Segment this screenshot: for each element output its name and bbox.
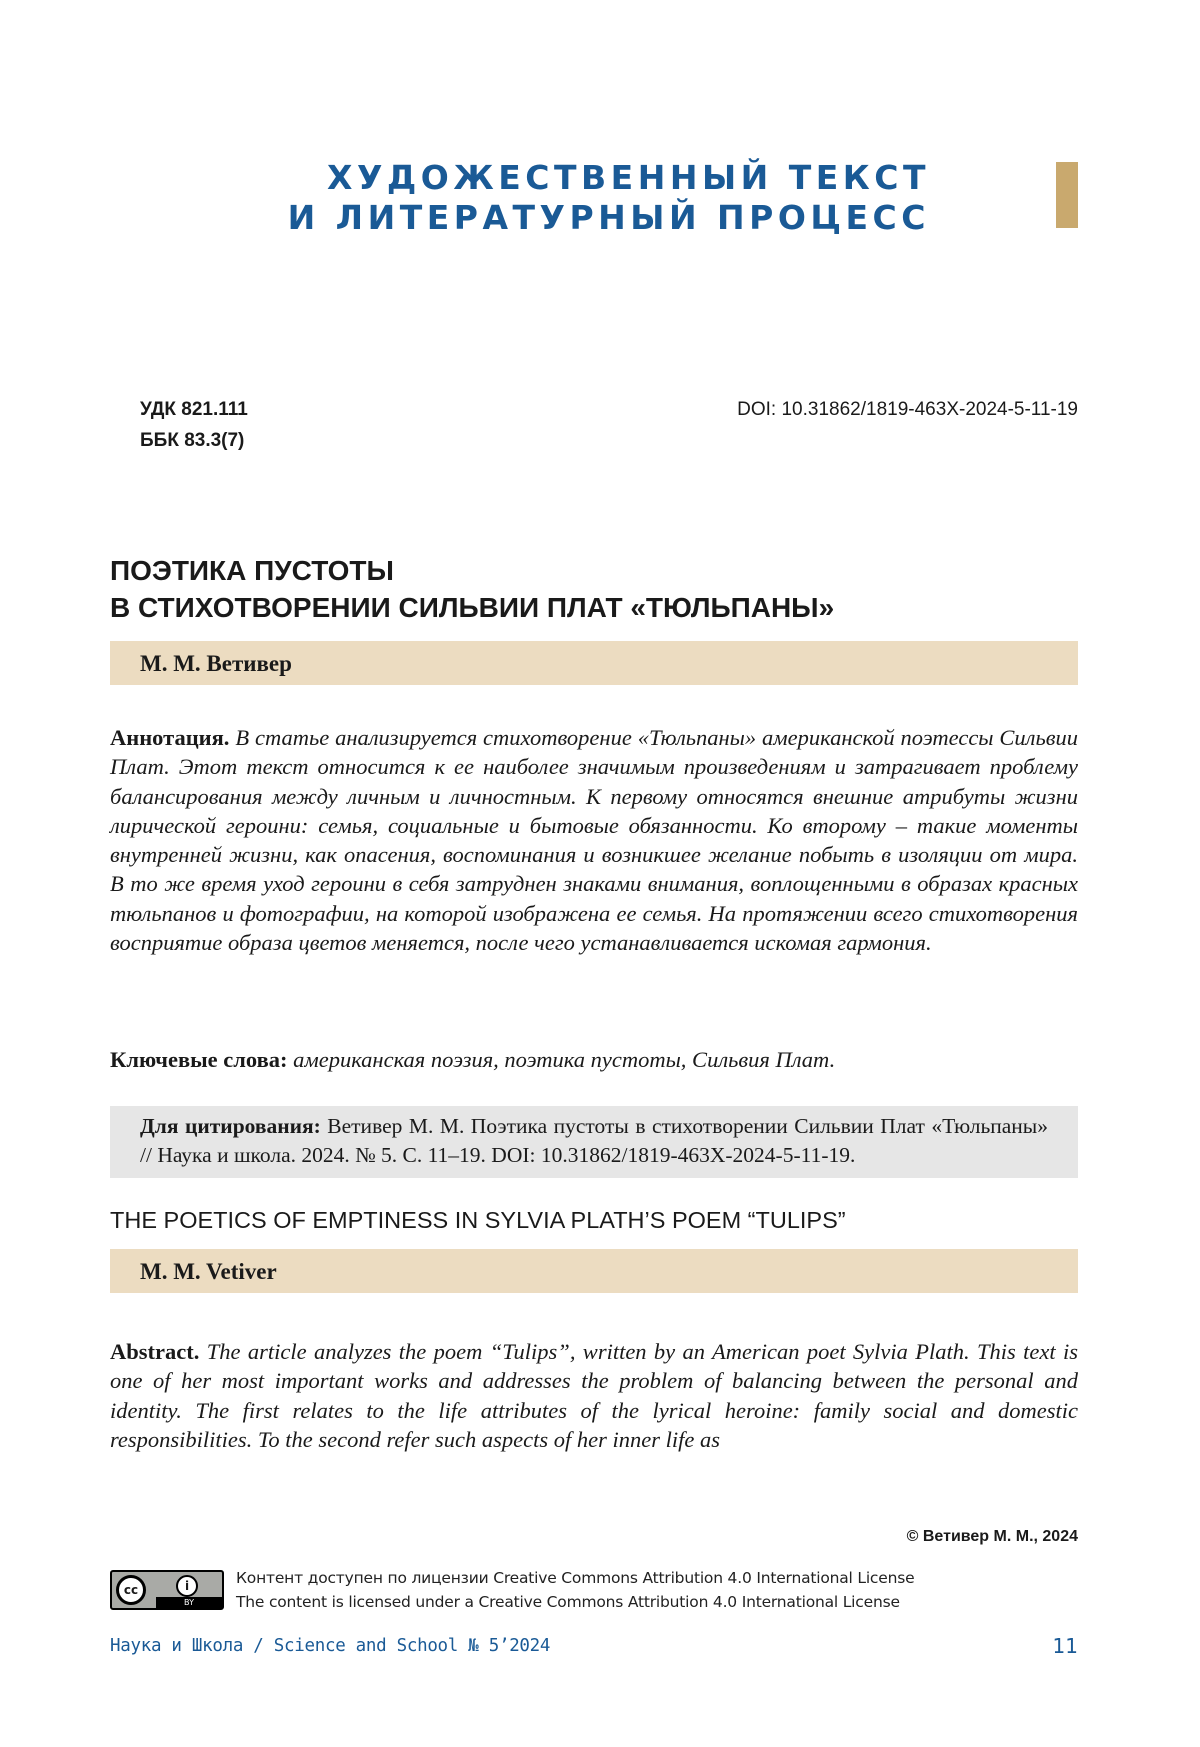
keywords-text: американская поэзия, поэтика пустоты, Сильвия Плат. — [293, 1047, 836, 1072]
keywords — [110, 1045, 1078, 1074]
copyright: © Ветивер М. М., 2024 — [906, 1528, 1078, 1545]
article-title-en: THE POETICS OF EMPTINESS IN SYLVIA PLATH’S POEM “TULIPS” — [110, 1207, 846, 1233]
article-title-ru — [110, 552, 834, 626]
author-band-en — [110, 1249, 1078, 1293]
section-accent-bar — [1056, 162, 1078, 228]
author-name-en: M. M. Vetiver — [140, 1259, 277, 1284]
annotation-label: Аннотация. — [110, 725, 230, 750]
section-title-line-2: И ЛИТЕРАТУРНЫЙ ПРОЦЕСС — [287, 198, 930, 237]
section-header — [288, 158, 930, 238]
annotation — [110, 723, 1078, 957]
section-title-line-1: ХУДОЖЕСТВЕННЫЙ ТЕКСТ — [327, 158, 930, 197]
bbk-code: ББК 83.3(7) — [140, 430, 245, 451]
cc-icon: cc — [116, 1575, 146, 1605]
doi[interactable]: DOI: 10.31862/1819-463X-2024-5-11-19 — [737, 399, 1078, 420]
license-text-en: The content is licensed under a Creative Commons Attribution 4.0 International License — [236, 1593, 900, 1611]
abstract — [110, 1337, 1078, 1454]
udc-code: УДК 821.111 — [140, 399, 248, 420]
article-title-ru-line-1: ПОЭТИКА ПУСТОТЫ — [110, 555, 394, 586]
cc-by-license-icon[interactable] — [110, 1570, 224, 1610]
keywords-label: Ключевые слова: — [110, 1047, 288, 1072]
citation-box — [110, 1106, 1078, 1178]
classification-codes — [140, 394, 248, 456]
author-band-ru — [110, 641, 1078, 685]
footer-journal: Наука и Школа / Science and School № 5’2024 — [110, 1636, 551, 1656]
attribution-person-icon: i — [176, 1575, 198, 1597]
license-text-ru: Контент доступен по лицензии Creative Commons Attribution 4.0 International License — [236, 1569, 915, 1587]
citation-text: Ветивер М. М. Поэтика пустоты в стихотворении Сильвии Плат «Тюльпаны» // Наука и школа. 2024. № 5. С. 11–19. DOI: 10.31862/1819-463X-2024-5-11-19. — [140, 1114, 1048, 1167]
abstract-label: Abstract. — [110, 1339, 200, 1364]
citation — [140, 1112, 1048, 1170]
author-name-ru: М. М. Ветивер — [140, 651, 292, 676]
article-title-ru-line-2: В СТИХОТВОРЕНИИ СИЛЬВИИ ПЛАТ «ТЮЛЬПАНЫ» — [110, 592, 835, 623]
by-label: BY — [156, 1597, 222, 1608]
abstract-text: The article analyzes the poem “Tulips”, written by an American poet Sylvia Plath. This text is one of her most important works and addresses the problem of balancing between the personal and identity. The first relates to the life attributes of the lyrical heroine: family social and domestic responsibilities. To the second refer such aspects of her inner life as — [110, 1339, 1078, 1452]
page-number: 11 — [1052, 1634, 1078, 1658]
annotation-text: В статье анализируется стихотворение «Тюльпаны» американской поэтессы Сильвии Плат. Этот текст относится к ее наиболее значимым произведениям и затрагивает проблему балансирования между личным и личностным. К первому относятся внешние атрибуты жизни лирической героини: семья, социальные и бытовые обязанности. Ко второму – такие моменты внутренней жизни, как опасения, воспоминания и возникшее желание побыть в изоляции от мира. В то же время уход героини в себя затруднен знаками внимания, воплощенными в образах красных тюльпанов и фотографии, на которой изображена ее семья. На протяжении всего стихотворения восприятие образа цветов меняется, после чего устанавливается искомая гармония. — [110, 725, 1079, 956]
citation-label: Для цитирования: — [140, 1114, 321, 1138]
license-text — [236, 1566, 914, 1614]
